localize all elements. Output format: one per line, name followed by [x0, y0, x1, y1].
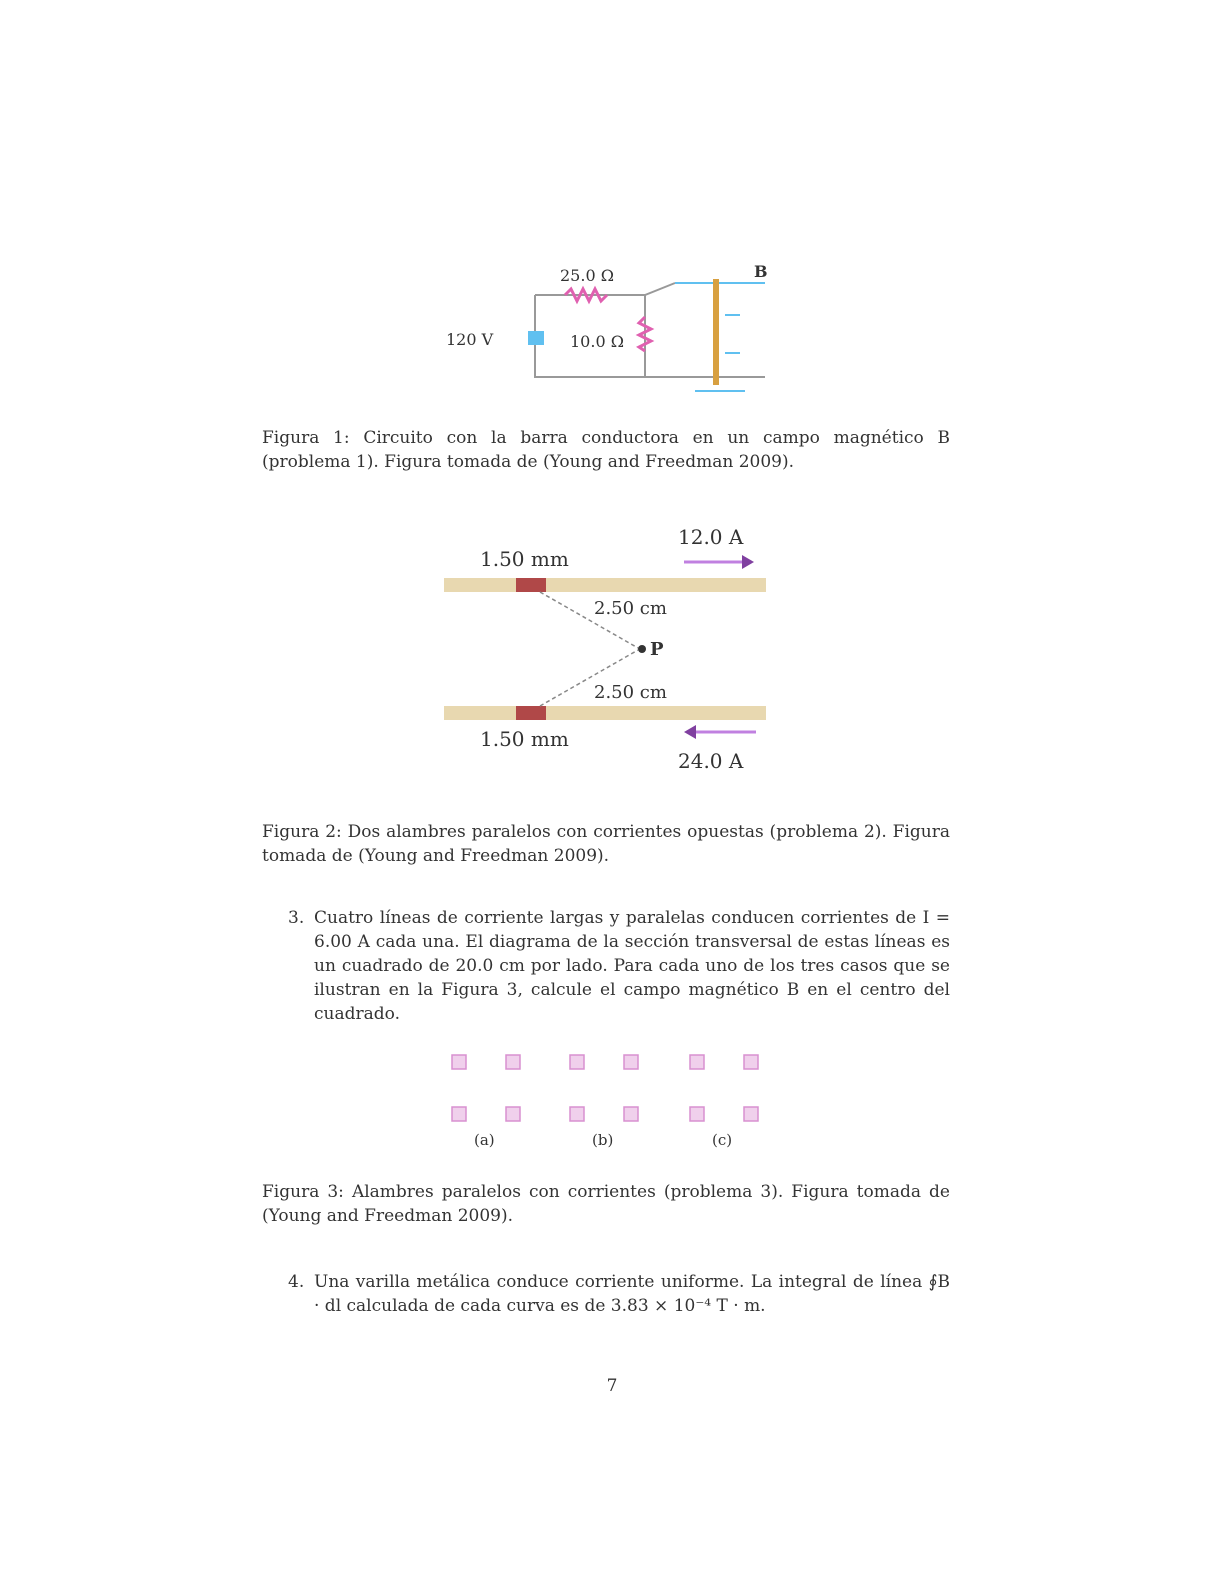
figure-2-caption: Figura 2: Dos alambres paralelos con corrientes opuestas (problema 2). Figura tomada de (Young and Freedman 2009). [262, 822, 950, 866]
figure-3-caption: Figura 3: Alambres paralelos con corrientes (problema 3). Figura tomada de (Young and Freedman 2009). [262, 1182, 950, 1226]
panel-a-label: (a) [474, 1131, 495, 1149]
battery-label: 120 V [446, 330, 494, 349]
panel-b-wires [570, 1055, 638, 1121]
problem-3 [288, 906, 950, 1026]
panel-b-label: (b) [592, 1131, 614, 1149]
top-resistor-label: 25.0 Ω [560, 266, 614, 285]
bottom-current-label: 24.0 A [678, 749, 744, 773]
point-p-label: P [650, 639, 664, 660]
point-p-marker [638, 645, 646, 653]
problem-4-text: Una varilla metálica conduce corriente uniforme. La integral de línea ∮B · dl calculada de cada curva es de 3.83 × 10⁻⁴ T · m. [314, 1272, 950, 1316]
bottom-wire [444, 706, 766, 720]
battery-symbol [528, 331, 544, 345]
magnetic-field-lines [695, 315, 745, 391]
figure-3-wire-grid [440, 1045, 780, 1155]
bottom-radius-label: 1.50 mm [480, 727, 569, 751]
top-radius-label: 1.50 mm [480, 547, 569, 571]
bottom-distance-label: 2.50 cm [594, 682, 667, 703]
problem-3-text: Cuatro líneas de corriente largas y paralelas conducen corrientes de I = 6.00 A cada una. El diagrama de la sección transversal de estas líneas es un cuadrado de 20.0 cm por lado. Para cada uno de los tres casos que se ilustran en la Figura 3, calcule el campo magnético B en el centro del cuadrado. [314, 908, 950, 1024]
middle-resistor-label: 10.0 Ω [570, 332, 624, 351]
top-distance-label: 2.50 cm [594, 598, 667, 619]
field-label: B [754, 262, 768, 281]
figure-1-circuit [430, 255, 790, 405]
problem-4 [288, 1270, 950, 1318]
panel-a-wires [452, 1055, 520, 1121]
panel-c-label: (c) [712, 1131, 733, 1149]
bottom-current-arrow [684, 725, 756, 739]
bottom-wire-core [516, 706, 546, 720]
top-current-label: 12.0 A [678, 525, 744, 549]
page-number: 7 [606, 1376, 618, 1396]
conducting-rod [713, 279, 719, 385]
figure-2-wires [440, 520, 780, 775]
top-current-arrow [684, 555, 754, 569]
problem-3-number: 3. [288, 908, 305, 928]
panel-c-wires [690, 1055, 758, 1121]
problem-4-number: 4. [288, 1272, 305, 1292]
top-wire [444, 578, 766, 592]
top-wire-core [516, 578, 546, 592]
figure-1-caption: Figura 1: Circuito con la barra conductora en un campo magnético B (problema 1). Figura tomada de (Young and Freedman 2009). [262, 428, 950, 472]
